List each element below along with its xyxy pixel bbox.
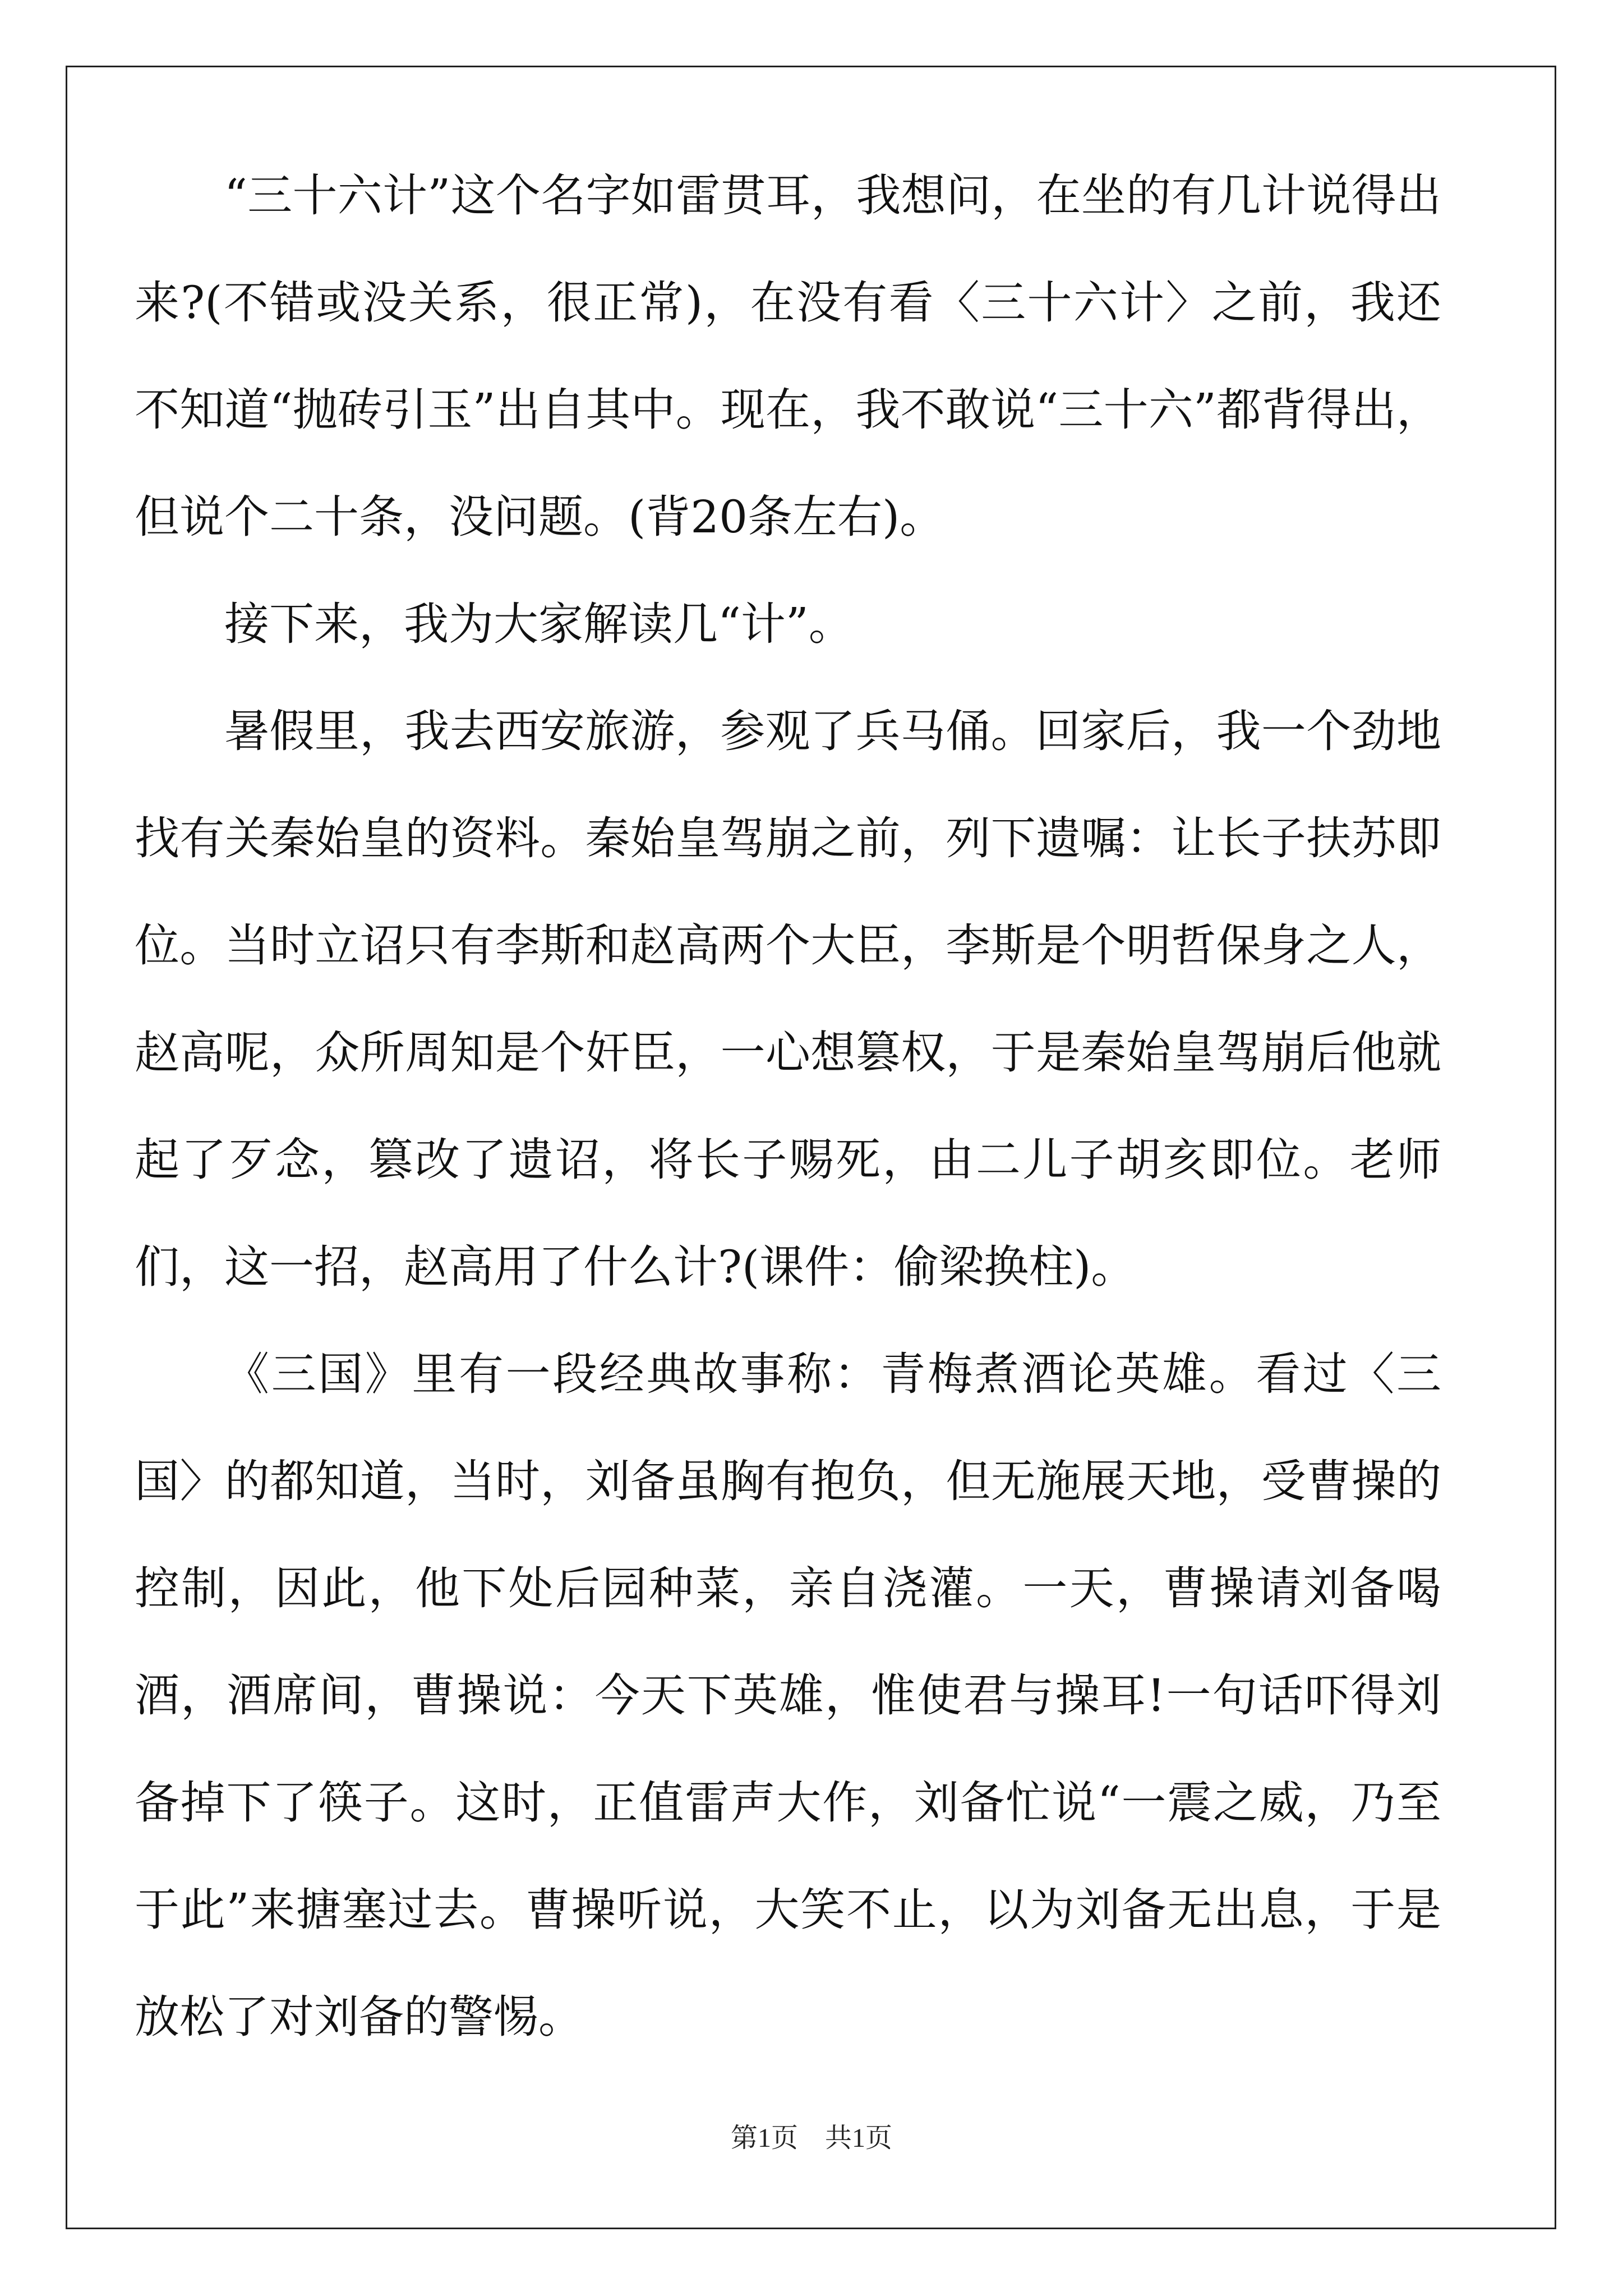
paragraph-zhao-gao: 暑假里，我去西安旅游，参观了兵马俑。回家后，我一个劲地找有关秦始皇的资料。秦始皇驾崩之前，列下遗嘱：让长子扶苏即位。当时立诏只有李斯和赵高两个大臣，李斯是个明哲保身之人，赵高呢，众所周知是个奸臣，一心想篡权，于是秦始皇驾崩后他就起了歹念，篡改了遗诏，将长子赐死，由二儿子胡亥即位。老师们，这一招，赵高用了什么计?(课件：偷梁换柱)。 <box>135 705 1441 1293</box>
page-footer <box>0 2122 1623 2155</box>
paragraph-intro: “三十六计”这个名字如雷贯耳，我想问，在坐的有几计说得出来?(不错或没关系，很正常)，在没有看〈三十六计〉之前，我还不知道“抛砖引玉”出自其中。现在，我不敢说“三十六”都背得出，但说个二十条，没问题。(背20条左右)。 <box>135 169 1441 543</box>
page-total: 共1页 <box>825 2123 893 2153</box>
document-body <box>135 142 1441 2070</box>
page-number: 第1页 <box>730 2123 798 2153</box>
paragraph-three-kingdoms: 《三国》里有一段经典故事称：青梅煮酒论英雄。看过〈三国〉的都知道，当时，刘备虽胸有抱负，但无施展天地，受曹操的控制，因此，他下处后园种菜，亲自浇灌。一天，曹操请刘备喝酒，酒席间，曹操说：今天下英雄，惟使君与操耳!一句话吓得刘备掉下了筷子。这时，正值雷声大作，刘备忙说“一震之威，乃至于此”来搪塞过去。曹操听说，大笑不止，以为刘备无出息，于是放松了对刘备的警惕。 <box>135 1348 1441 2043</box>
paragraph-transition: 接下来，我为大家解读几“计”。 <box>224 598 854 650</box>
